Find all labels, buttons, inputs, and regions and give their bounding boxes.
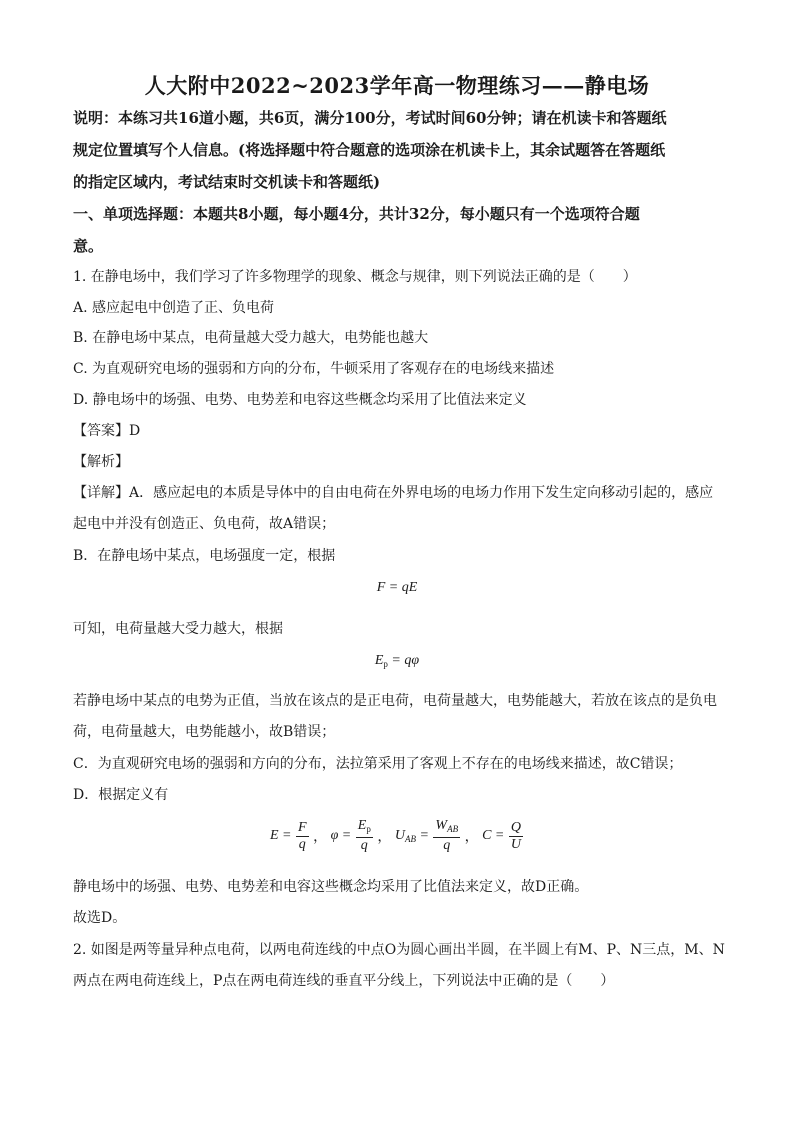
formula-ep-lhs: E [374, 653, 384, 668]
question-1-detail-b-line-2: 可知，电荷量越大受力越大，根据 [73, 621, 283, 637]
formula-sep-1: ， [313, 830, 328, 845]
formula-u-num-main: W [435, 818, 448, 833]
formula-ep-sub: p [383, 659, 388, 669]
formula-u-num [433, 818, 460, 838]
question-1-detail-b-line-1: B．在静电场中某点，电场强度一定，根据 [73, 548, 336, 564]
formula-e-num: F [298, 819, 307, 835]
formula-sep-3: ， [464, 830, 479, 845]
intro-line-1: 说明：本练习共16道小题，共6页，满分100分，考试时间60分钟；请在机读卡和答题纸 [73, 109, 667, 127]
question-1-option-d: D. 静电场中的场强、电势、电势差和电容这些概念均采用了比值法来定义 [73, 392, 527, 408]
question-1-detail-a-line-2: 起电中并没有创造正、负电荷，故A错误； [73, 516, 336, 532]
formula-u-lhs [395, 828, 429, 844]
question-1-analysis-label: 【解析】 [73, 454, 129, 470]
question-1-option-c: C. 为直观研究电场的强弱和方向的分布，牛顿采用了客观存在的电场线来描述 [73, 361, 555, 377]
formula-phi-num-sub: p [366, 824, 371, 834]
formula-potential-energy [0, 653, 794, 669]
formula-ep-rhs: = qφ [387, 653, 420, 668]
formula-e-lhs: E = [270, 828, 292, 843]
intro-line-2: 规定位置填写个人信息。(将选择题中符合题意的选项涂在机读卡上，其余试题答在答题纸 [73, 141, 666, 159]
question-1-answer: 【答案】D [73, 423, 141, 439]
formula-c-lhs: C = [482, 828, 505, 843]
formula-u-fraction [433, 818, 460, 854]
question-1-conclusion: 故选D。 [73, 910, 127, 926]
formula-e-fraction [296, 820, 309, 853]
question-1-option-b: B. 在静电场中某点，电荷量越大受力越大，电势能也越大 [73, 330, 429, 346]
question-1-stem: 1. 在静电场中，我们学习了许多物理学的现象、概念与规律，则下列说法正确的是（ ） [73, 269, 637, 285]
question-1-option-a: A. 感应起电中创造了正、负电荷 [73, 300, 275, 316]
formula-u-den: q [443, 838, 451, 853]
question-1-detail-d-line-2: 静电场中的场强、电势、电势差和电容这些概念均采用了比值法来定义，故D正确。 [73, 879, 589, 895]
formula-e-den: q [298, 836, 306, 852]
intro-line-3: 的指定区域内，考试结束时交机读卡和答题纸) [73, 173, 381, 191]
formula-u-num-sub: AB [447, 824, 459, 834]
formula-phi-num [356, 818, 373, 838]
question-1-detail-d-line-1: D．根据定义有 [73, 787, 169, 803]
question-2-stem-line-2: 两点在两电荷连线上，P点在两电荷连线的垂直平分线上，下列说法中正确的是（ ） [73, 973, 615, 989]
formula-definitions [0, 818, 794, 854]
formula-phi-lhs: φ = [330, 828, 352, 843]
section-heading-line-1: 一、单项选择题：本题共8小题，每小题4分，共计32分，每小题只有一个选项符合题 [73, 205, 640, 223]
formula-sep-2: ， [377, 830, 392, 845]
question-1-detail-c: C．为直观研究电场的强弱和方向的分布，法拉第采用了客观上不存在的电场线来描述，故C错误； [73, 756, 683, 772]
page-title: 人大附中2022~2023学年高一物理练习——静电场 [144, 73, 650, 98]
section-heading-line-2: 意。 [73, 237, 104, 255]
formula-c-den: U [510, 836, 521, 852]
question-1-detail-b-line-3: 若静电场中某点的电势为正值，当放在该点的是正电荷，电荷量越大，电势能越大，若放在该点的是负电 [73, 693, 717, 709]
formula-phi-fraction [356, 818, 373, 854]
question-2-stem-line-1: 2. 如图是两等量异种点电荷，以两电荷连线的中点O为圆心画出半圆，在半圆上有M、P、N三点，M、N [73, 942, 725, 958]
formula-force: F = qE [376, 580, 418, 595]
question-1-detail-b-line-4: 荷，电荷量越大，电势能越小，故B错误； [73, 724, 336, 740]
formula-c-num: Q [510, 819, 521, 835]
formula-c-fraction [509, 820, 523, 853]
formula-phi-num-main: E [357, 818, 367, 833]
formula-u-lhs-main: U [394, 828, 405, 843]
question-1-detail-a-line-1: 【详解】A．感应起电的本质是导体中的自由电荷在外界电场的电场力作用下发生定向移动引起的，感应 [73, 485, 714, 501]
formula-u-lhs-sub: AB [404, 834, 416, 844]
formula-u-eq: = [415, 828, 429, 843]
formula-phi-den: q [360, 838, 368, 853]
